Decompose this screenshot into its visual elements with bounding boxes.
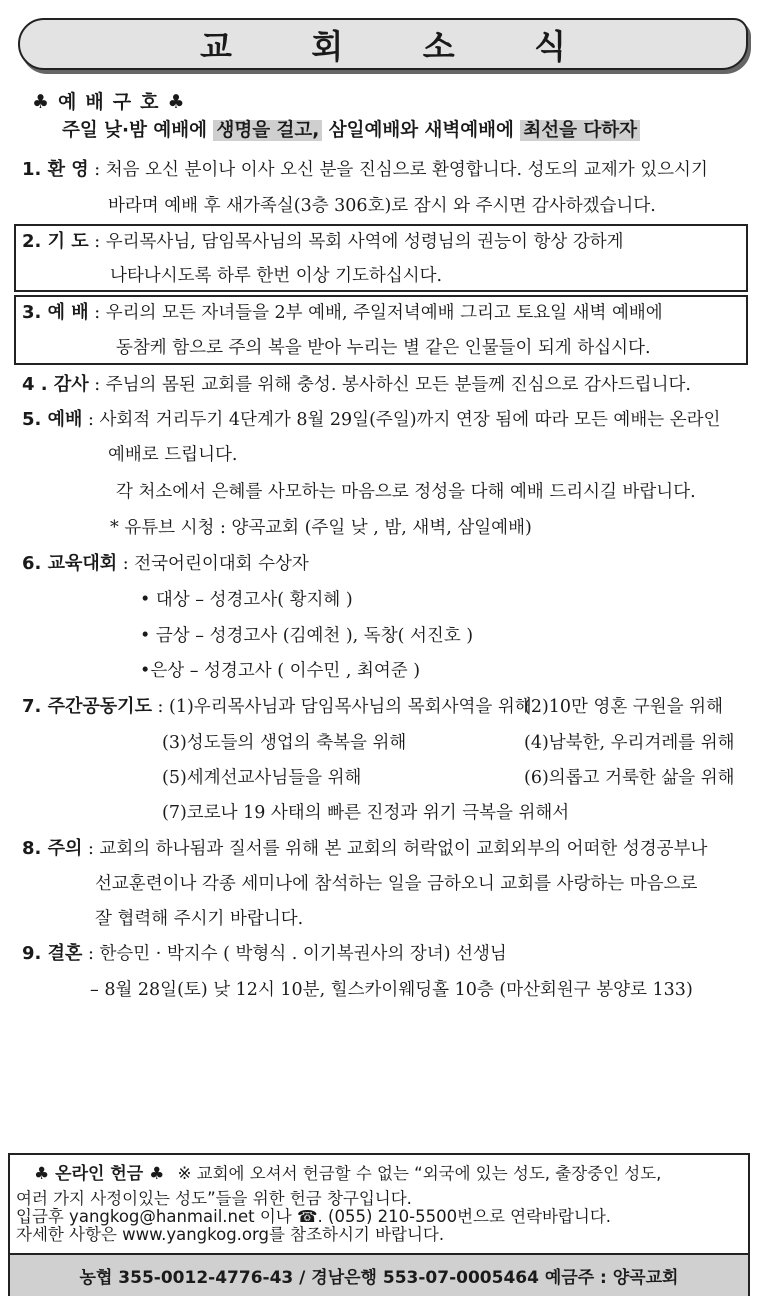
item-text: : 전국어린이대회 수상자 [122,554,309,574]
prayer-topic: : (1)우리목사님과 담임목사님의 목회사역을 위해 [157,697,532,717]
prayer-topic: (7)코로나 19 사태의 빠른 진정과 위기 극복을 위해서 [162,803,570,823]
item-thanks [22,373,691,397]
item-caution-cont: 선교훈련이나 각종 세미나에 참석하는 일을 금하오니 교회를 사랑하는 마음으로 [95,874,698,894]
motto-middle: 삼일예배와 새벽예배에 [328,120,514,141]
item-worship-cont: 동참케 함으로 주의 복을 받아 누리는 별 같은 인물들이 되게 하십시다. [116,338,651,358]
motto-line [62,117,640,145]
online-offering-contact: 입금후 yangkog@hanmail.net 이나 ☎. (055) 210-5500번으로 연락바랍니다. [16,1207,612,1226]
prayer-topic: (3)성도들의 생업의 축복을 위해 [162,733,407,753]
motto-highlight-2: 최선을 다하자 [520,120,640,141]
prayer-topic: (2)10만 영혼 구원을 위해 [524,697,723,717]
item-text: : 사회적 거리두기 4단계가 8월 29일(주일)까지 연장 됨에 따라 모든 예배는 온라인 [87,410,721,430]
item-wedding [22,942,507,966]
award-item: • 대상 – 성경고사( 황지혜 ) [140,590,353,610]
online-offering-line [34,1163,661,1185]
item-education [22,552,309,576]
prayer-topic: (5)세계선교사님들을 위해 [162,768,362,788]
item-caution [22,837,707,861]
item-prayer [22,230,624,254]
bank-account-info: 농협 355-0012-4776-43 / 경남은행 553-07-0005464 예금주 : 양곡교회 [79,1268,679,1288]
item-label: 2. 기 도 [22,231,89,252]
online-offering-box [8,1153,750,1296]
item-label: 9. 결혼 [22,943,83,964]
motto-heading: ♣예배구호♣ [32,91,194,113]
prayer-topic: (4)남북한, 우리겨레를 위해 [524,733,735,753]
item-label: 7. 주간공동기도 [22,696,152,717]
item-text: : 주님의 몸된 교회를 위해 충성. 봉사하신 모든 분들께 진심으로 감사드립니다. [94,375,691,395]
prayer-topic: (6)의롭고 거룩한 삶을 위해 [524,768,735,788]
item-service-cont: 예배로 드립니다. [108,445,238,465]
motto-highlight-1: 생명을 걸고, [213,120,322,141]
online-offering-text: ※ 교회에 오셔서 헌금할 수 없는 “외국에 있는 성도, 출장중인 성도, [177,1164,662,1183]
item-label: 1. 환 영 [22,159,89,180]
item-service-youtube: * 유튜브 시청 : 양곡교회 (주일 낮 , 밤, 새벽, 삼일예배) [110,518,532,538]
award-item: • 금상 – 성경고사 (김예천 ), 독창( 서진호 ) [140,626,474,646]
motto-prefix: 주일 낮·밤 예배에 [62,120,208,141]
award-item: •은상 – 성경고사 ( 이수민 , 최여준 ) [140,661,421,681]
online-offering-text: 여러 가지 사정이있는 성도”들을 위한 헌금 창구입니다. [16,1189,412,1208]
item-text: : 한승민 · 박지수 ( 박형식 . 이기복권사의 장녀) 선생님 [87,944,507,964]
bank-account-bar [10,1253,748,1296]
item-text: : 처음 오신 분이나 이사 오신 분을 진심으로 환영합니다. 성도의 교제가 있으시기 [94,160,708,180]
item-caution-cont: 잘 협력해 주시기 바랍니다. [95,909,304,929]
item-text: : 우리의 모든 자녀들을 2부 예배, 주일저녁예배 그리고 토요일 새벽 예배에 [94,303,663,323]
item-label: 5. 예배 [22,409,83,430]
online-offering-website: 자세한 사항은 www.yangkog.org를 참조하시기 바랍니다. [16,1225,445,1244]
item-label: 8. 주의 [22,838,83,859]
item-label: 4 . 감사 [22,374,89,395]
online-offering-heading: ♣ 온라인 헌금 ♣ [34,1164,165,1184]
item-label: 6. 교육대회 [22,553,118,574]
item-welcome-cont: 바라며 예배 후 새가족실(3층 306호)로 잠시 와 주시면 감사하겠습니다. [108,196,656,216]
item-welcome [22,158,708,182]
item-service-cont: 각 처소에서 은혜를 사모하는 마음으로 정성을 다해 예배 드리시길 바랍니다. [116,482,696,502]
item-text: : 교회의 하나됨과 질서를 위해 본 교회의 허락없이 교회외부의 어떠한 성경공부나 [87,839,708,859]
item-wedding-cont: – 8월 28일(토) 낮 12시 10분, 힐스카이웨딩홀 10층 (마산회원구 봉양로 133) [90,980,693,1000]
item-label: 3. 예 배 [22,302,89,323]
item-weekly-prayer [22,695,532,719]
page-title: 교 회 소 식 [200,26,600,66]
item-service [22,408,720,432]
item-worship [22,301,663,325]
page-title-banner [18,18,748,70]
item-text: : 우리목사님, 담임목사님의 목회 사역에 성령님의 권능이 항상 강하게 [94,232,624,252]
item-prayer-cont: 나타나시도록 하루 한번 이상 기도하십시다. [110,266,443,286]
